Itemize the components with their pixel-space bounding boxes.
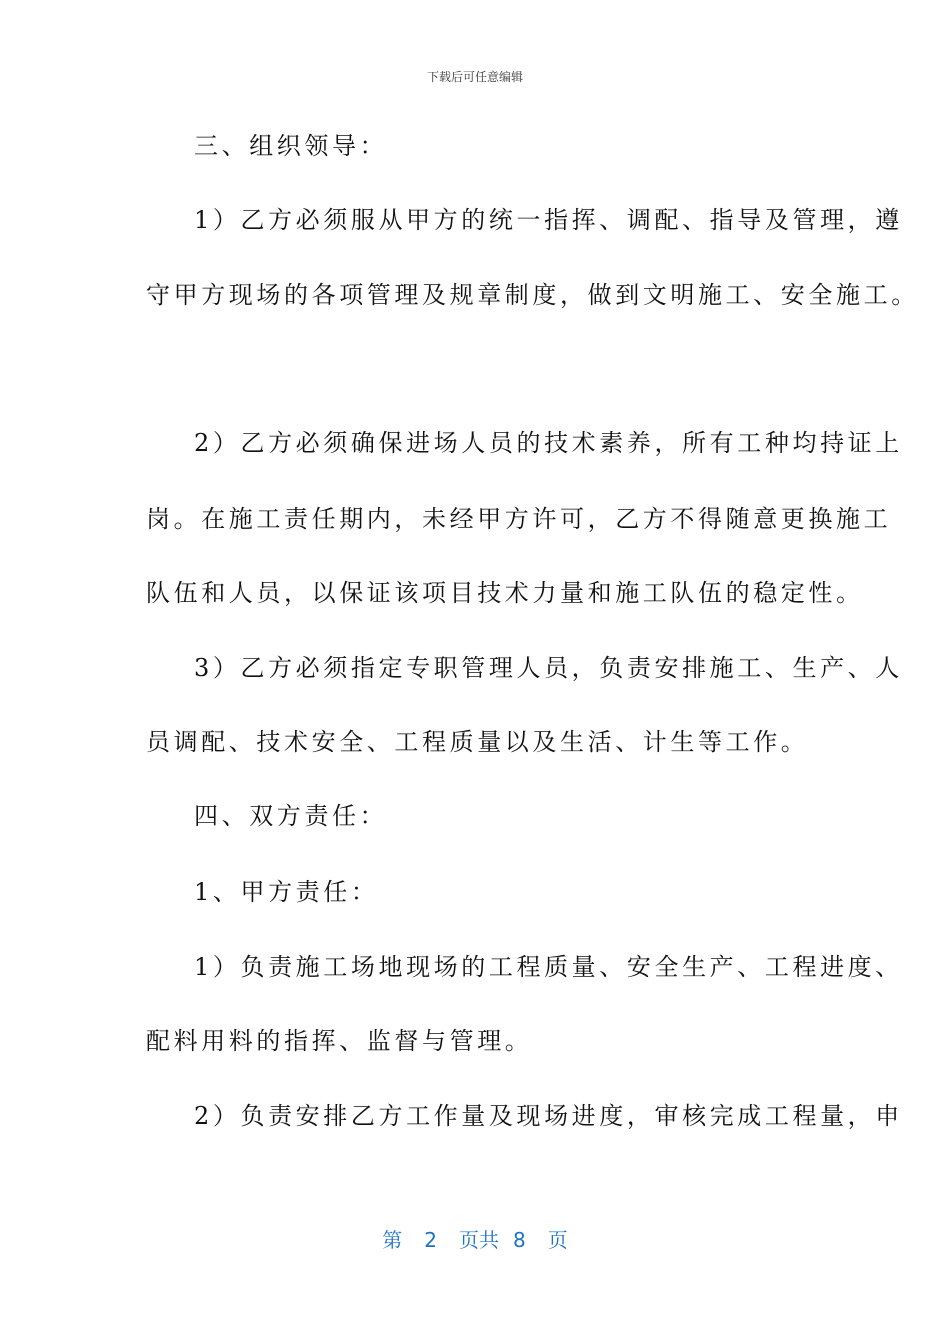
page-prefix: 第 xyxy=(382,1228,403,1252)
page-middle: 页共 xyxy=(459,1228,499,1252)
paragraph-line: 员调配、技术安全、工程质量以及生活、计生等工作。 xyxy=(146,728,809,756)
header-note: 下载后可任意编辑 xyxy=(426,70,523,84)
paragraph-line: 3）乙方必须指定专职管理人员，负责安排施工、生产、人 xyxy=(194,654,903,682)
paragraph-line: 配料用料的指挥、监督与管理。 xyxy=(146,1027,533,1055)
paragraph-line: 岗。在施工责任期内，未经甲方许可，乙方不得随意更换施工 xyxy=(146,505,892,533)
paragraph-line: 2）负责安排乙方工作量及现场进度，审核完成工程量，申 xyxy=(194,1102,903,1130)
paragraph-line: 2）乙方必须确保进场人员的技术素养，所有工种均持证上 xyxy=(194,429,903,457)
page-current: 2 xyxy=(424,1228,437,1252)
section-heading-3: 三、组织领导： xyxy=(194,132,388,160)
paragraph-line: 守甲方现场的各项管理及规章制度，做到文明施工、安全施工。 xyxy=(146,281,919,309)
page-suffix: 页 xyxy=(547,1228,568,1252)
paragraph-line: 1）负责施工场地现场的工程质量、安全生产、工程进度、 xyxy=(194,953,903,981)
paragraph-line: 1）乙方必须服从甲方的统一指挥、调配、指导及管理，遵 xyxy=(194,206,903,234)
paragraph-line: 队伍和人员，以保证该项目技术力量和施工队伍的稳定性。 xyxy=(146,579,864,607)
page-number-footer xyxy=(0,1224,950,1253)
subsection-heading: 1、甲方责任： xyxy=(194,878,379,906)
page-total: 8 xyxy=(513,1228,526,1252)
section-heading-4: 四、双方责任： xyxy=(194,802,388,830)
